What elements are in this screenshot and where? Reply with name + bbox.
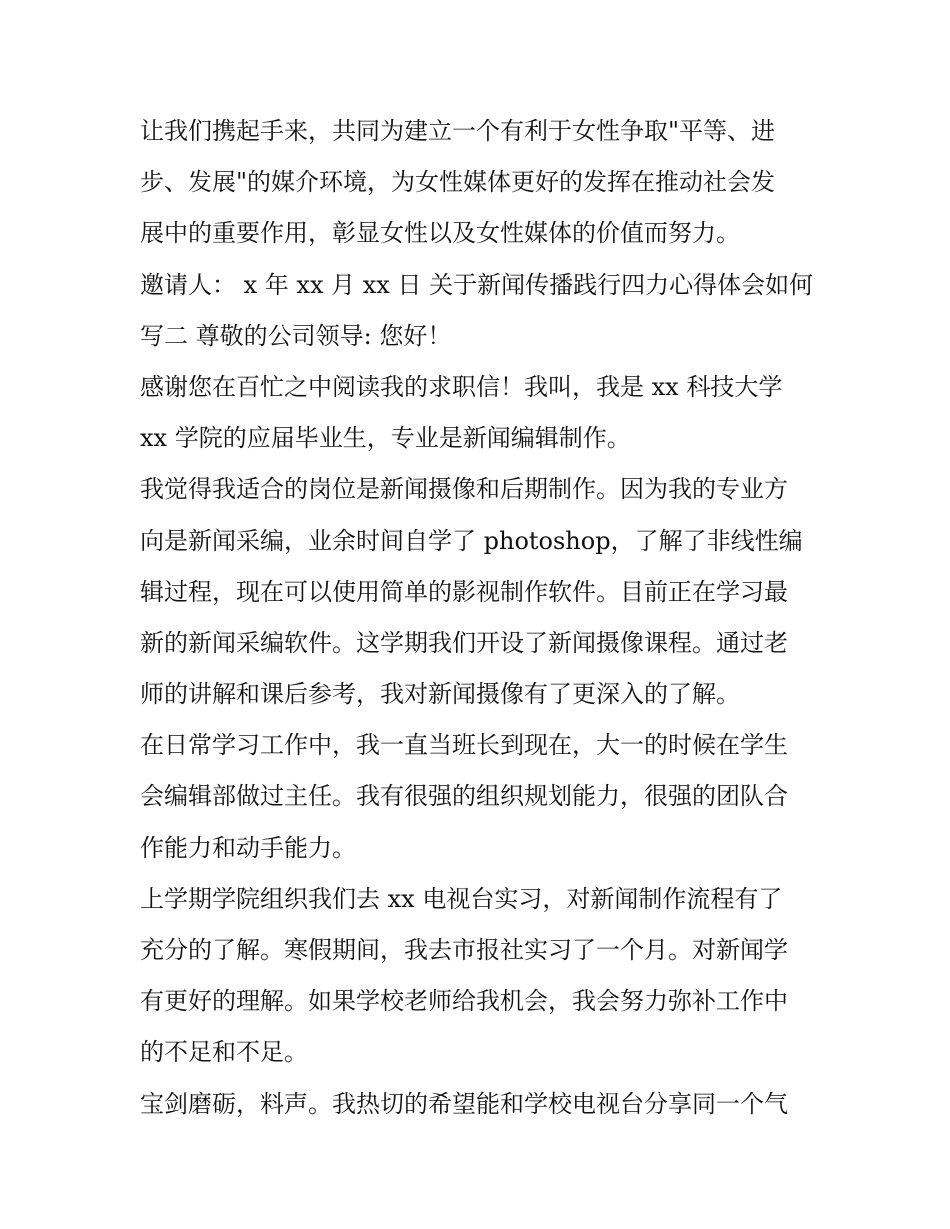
text-line-6: 感谢您在百忙之中阅读我的求职信！我叫，我是 xx 科技大学 <box>140 372 783 401</box>
text-line-19: 的不足和不足。 <box>140 1038 308 1067</box>
text-line-11: 新的新闻采编软件。这学期我们开设了新闻摄像课程。通过老 <box>140 628 788 657</box>
text-line-2: 步、发展"的媒介环境，为女性媒体更好的发挥在推动社会发 <box>140 168 776 197</box>
text-line-15: 作能力和动手能力。 <box>140 833 356 862</box>
text-line-5: 写二 尊敬的公司领导: 您好！ <box>140 321 452 350</box>
text-line-13: 在日常学习工作中，我一直当班长到现在，大一的时候在学生 <box>140 731 788 760</box>
text-line-4: 邀请人： x 年 xx 月 xx 日 关于新闻传播践行四力心得体会如何 <box>140 270 814 299</box>
text-line-17: 充分的了解。寒假期间，我去市报社实习了一个月。对新闻学 <box>140 936 788 964</box>
text-line-14: 会编辑部做过主任。我有很强的组织规划能力，很强的团队合 <box>140 782 788 811</box>
text-line-12: 师的讲解和课后参考，我对新闻摄像有了更深入的了解。 <box>140 680 740 709</box>
text-line-9: 向是新闻采编，业余时间自学了 photoshop，了解了非线性编 <box>140 526 803 555</box>
text-line-8: 我觉得我适合的岗位是新闻摄像和后期制作。因为我的专业方 <box>140 475 788 504</box>
text-line-18: 有更好的理解。如果学校老师给我机会，我会努力弥补工作中 <box>140 987 788 1016</box>
document-body <box>140 106 820 1130</box>
text-line-7: xx 学院的应届毕业生，专业是新闻编辑制作。 <box>140 424 631 453</box>
text-line-10: 辑过程，现在可以使用简单的影视制作软件。目前正在学习最 <box>140 577 788 606</box>
text-line-16: 上学期学院组织我们去 xx 电视台实习，对新闻制作流程有了 <box>140 884 783 913</box>
text-line-3: 展中的重要作用，彰显女性以及女性媒体的价值而努力。 <box>140 219 740 248</box>
text-line-20: 宝剑磨砺，料声。我热切的希望能和学校电视台分享同一个气 <box>140 1089 788 1118</box>
text-line-1: 让我们携起手来，共同为建立一个有利于女性争取"平等、进 <box>140 117 776 145</box>
